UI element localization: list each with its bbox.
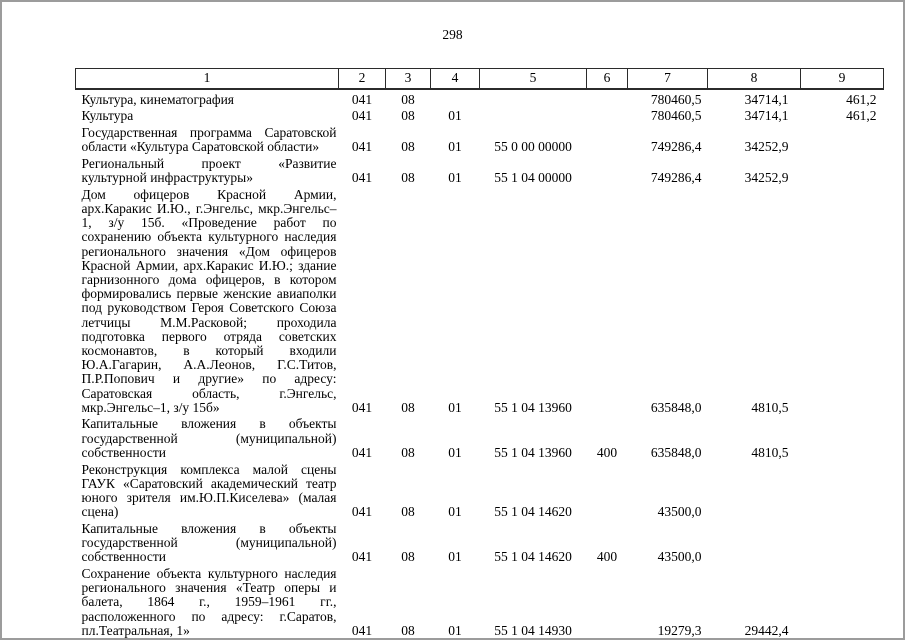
cell-col4: 01	[448, 170, 462, 186]
cell-col2: 041	[351, 399, 373, 415]
cell-col4: 01	[448, 504, 462, 520]
cell-col1: Региональный проект «Развитие культурной инфраструктуры»	[81, 155, 337, 186]
cell-col2: 041	[351, 91, 373, 107]
cell-col8: 4810,5	[751, 399, 789, 415]
cell-col1: Культура	[81, 108, 134, 124]
cell-col2: 041	[351, 139, 373, 155]
cell-col6	[587, 460, 628, 519]
cell-col6: 400	[596, 549, 618, 565]
cell-col9	[801, 565, 884, 639]
cell-col8	[708, 460, 801, 519]
cell-col1: Сохранение объекта культурного наследия регионального значения «Театр оперы и балета, 1864 г., 1959–1961 гг., расположенного по адресу: г.Саратов, пл.Театральная, 1»	[81, 566, 337, 638]
cell-col7: 749286,4	[650, 139, 702, 155]
table-row	[76, 89, 884, 107]
cell-col9: 461,2	[846, 108, 877, 124]
table-header-row	[76, 69, 884, 90]
cell-col1: Государственная программа Саратовской области «Культура Саратовской области»	[81, 124, 337, 155]
cell-col4	[431, 89, 480, 107]
cell-col7: 43500,0	[657, 504, 702, 520]
cell-col6	[587, 154, 628, 185]
column-header-1: 1	[76, 69, 339, 90]
cell-col3: 08	[401, 108, 415, 124]
cell-col9	[801, 185, 884, 415]
cell-col8: 34252,9	[744, 170, 789, 186]
cell-col4: 01	[448, 139, 462, 155]
cell-col3: 08	[401, 139, 415, 155]
cell-col6	[587, 107, 628, 124]
cell-col5: 55 1 04 00000	[494, 170, 572, 186]
cell-col3: 08	[401, 549, 415, 565]
cell-col2: 041	[351, 170, 373, 186]
cell-col1: Культура, кинематография	[81, 91, 235, 107]
cell-col6: 400	[596, 444, 618, 460]
cell-col5: 55 1 04 13960	[494, 444, 572, 460]
cell-col3: 08	[401, 399, 415, 415]
cell-col7: 43500,0	[657, 549, 702, 565]
column-header-8: 8	[708, 69, 801, 90]
cell-col7: 749286,4	[650, 170, 702, 186]
table-row	[76, 415, 884, 460]
cell-col8	[708, 519, 801, 564]
cell-col3: 08	[401, 170, 415, 186]
page-number: 298	[442, 27, 463, 42]
cell-col2: 041	[351, 622, 373, 638]
column-header-7: 7	[628, 69, 708, 90]
cell-col3: 08	[401, 444, 415, 460]
cell-col5	[480, 89, 587, 107]
cell-col4: 01	[448, 444, 462, 460]
cell-col1: Капитальные вложения в объекты государственной (муниципальной) собственности	[81, 520, 337, 565]
cell-col2: 041	[351, 444, 373, 460]
cell-col3: 08	[401, 504, 415, 520]
cell-col8: 34252,9	[744, 139, 789, 155]
cell-col7: 19279,3	[657, 622, 702, 638]
cell-col5	[480, 107, 587, 124]
cell-col4: 01	[448, 622, 462, 638]
cell-col8: 34714,1	[744, 91, 789, 107]
cell-col4: 01	[448, 399, 462, 415]
cell-col5: 55 1 04 14620	[494, 504, 572, 520]
table-row	[76, 154, 884, 185]
cell-col8: 29442,4	[744, 622, 789, 638]
table-row	[76, 519, 884, 564]
cell-col9	[801, 460, 884, 519]
cell-col2: 041	[351, 108, 373, 124]
cell-col9	[801, 123, 884, 154]
cell-col2: 041	[351, 549, 373, 565]
table-row	[76, 185, 884, 415]
table-row	[76, 460, 884, 519]
cell-col1: Реконструкция комплекса малой сцены ГАУК «Саратовский академический театр юного зрителя им.Ю.П.Киселева» (малая сцена)	[81, 461, 337, 520]
table-row	[76, 107, 884, 124]
cell-col6	[587, 185, 628, 415]
cell-col4: 01	[448, 549, 462, 565]
cell-col9	[801, 154, 884, 185]
cell-col3: 08	[401, 91, 415, 107]
column-header-5: 5	[480, 69, 587, 90]
column-header-3: 3	[386, 69, 431, 90]
table-row	[76, 123, 884, 154]
cell-col6	[587, 565, 628, 639]
cell-col7: 780460,5	[650, 91, 702, 107]
cell-col8: 4810,5	[751, 444, 789, 460]
cell-col5: 55 1 04 14620	[494, 549, 572, 565]
column-header-4: 4	[431, 69, 480, 90]
cell-col7: 780460,5	[650, 108, 702, 124]
cell-col6	[587, 123, 628, 154]
cell-col5: 55 0 00 00000	[494, 139, 572, 155]
table-row	[76, 565, 884, 639]
column-header-9: 9	[801, 69, 884, 90]
cell-col4: 01	[448, 108, 462, 124]
cell-col9	[801, 519, 884, 564]
cell-col9	[801, 415, 884, 460]
budget-table	[75, 68, 884, 638]
cell-col3: 08	[401, 622, 415, 638]
column-header-6: 6	[587, 69, 628, 90]
cell-col8: 34714,1	[744, 108, 789, 124]
cell-col5: 55 1 04 13960	[494, 399, 572, 415]
cell-col2: 041	[351, 504, 373, 520]
cell-col1: Капитальные вложения в объекты государственной (муниципальной) собственности	[81, 416, 337, 460]
cell-col5: 55 1 04 14930	[494, 622, 572, 638]
cell-col9: 461,2	[846, 91, 877, 107]
column-header-2: 2	[339, 69, 386, 90]
table-body	[76, 89, 884, 638]
cell-col6	[587, 89, 628, 107]
cell-col7: 635848,0	[650, 444, 702, 460]
cell-col7: 635848,0	[650, 399, 702, 415]
cell-col1: Дом офицеров Красной Армии, арх.Каракис И.Ю., г.Энгельс, мкр.Энгельс–1, з/у 15б. «Проведение работ по сохранению объекта культурного наследия регионального значения «Дом офицеров Красной Армии, арх.Каракис И.Ю.; здание гарнизонного дома офицеров, в котором формировались первые женские авиаполки под руководством Героя Советского Союза летчицы М.М.Расковой; проходила подготовка первого отряда советских космонавтов, в который входили Ю.А.Гагарин, А.А.Леонов, Г.С.Титов, П.Р.Попович и другие» по адресу: Саратовская область, г.Энгельс, мкр.Энгельс–1, з/у 15б»	[81, 186, 337, 415]
